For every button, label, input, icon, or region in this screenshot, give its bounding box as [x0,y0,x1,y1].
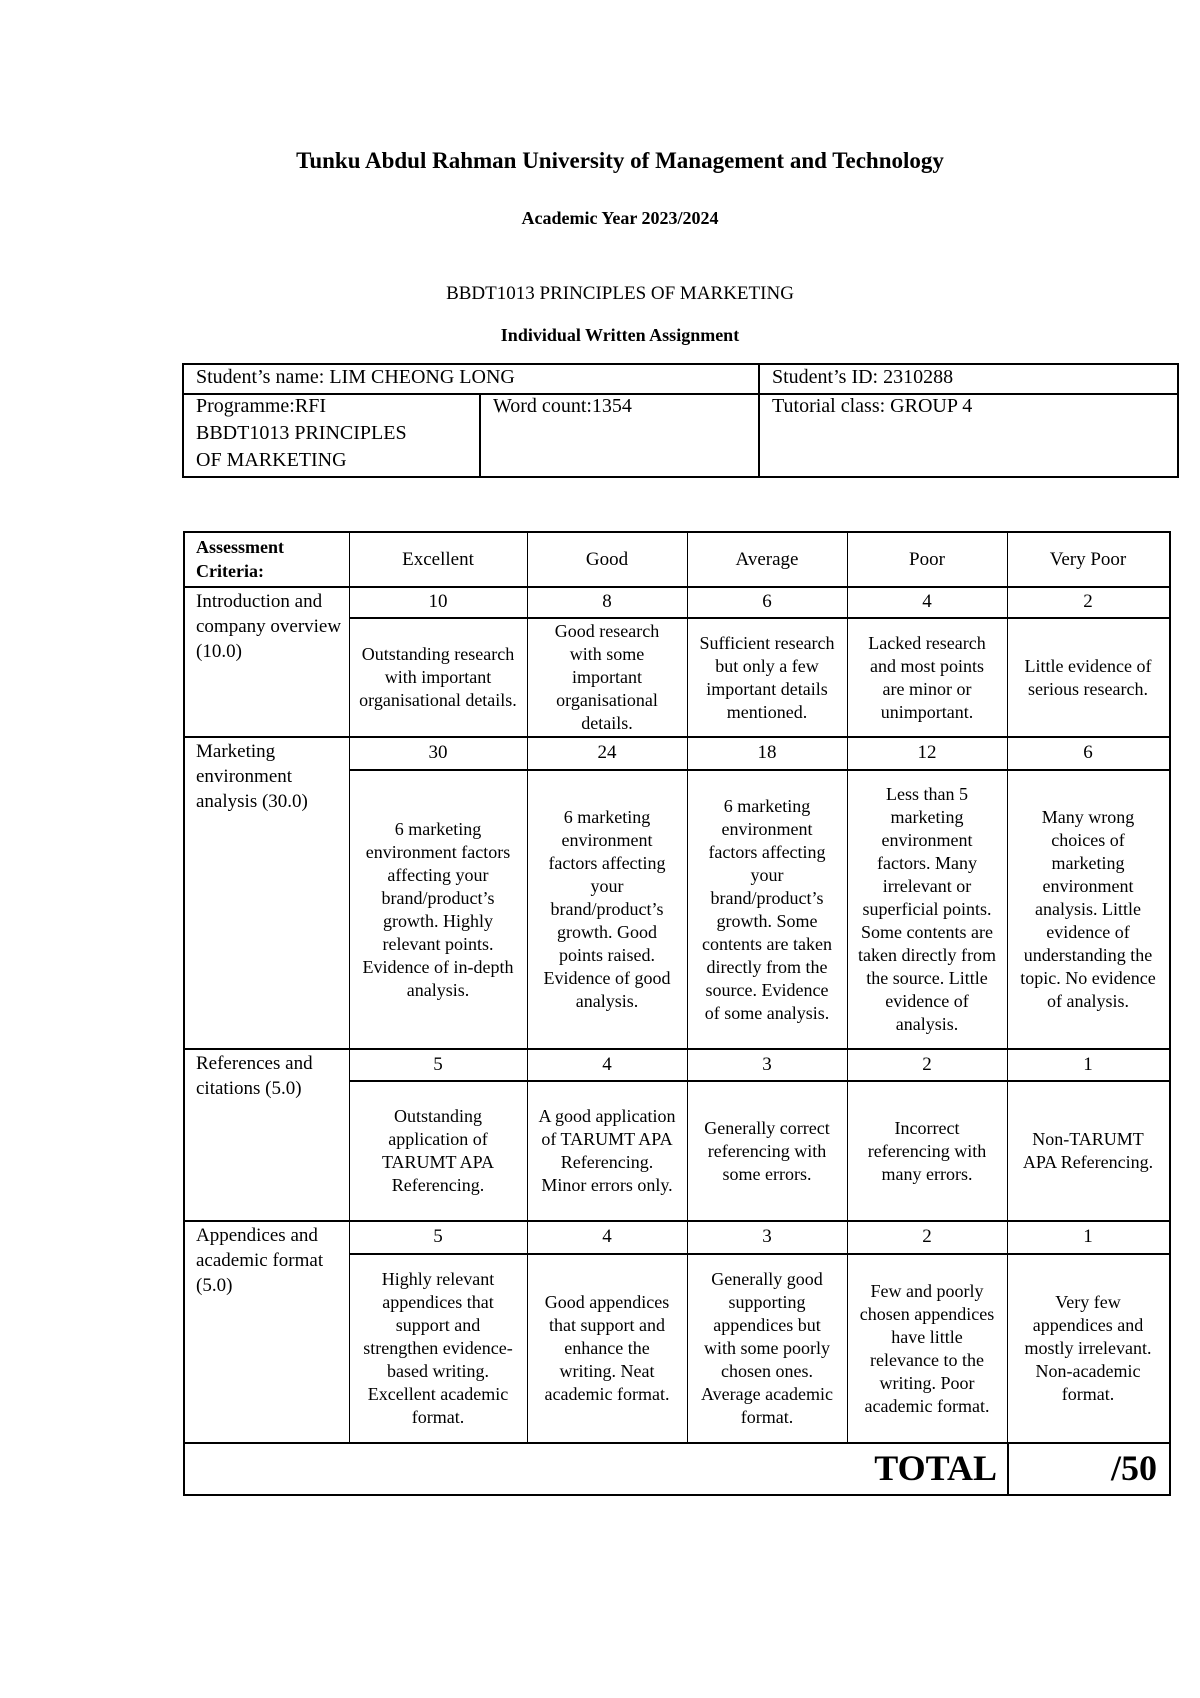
score-value: 30 [428,742,448,763]
programme [184,393,479,474]
student-name: Student’s name: LIM CHEONG LONG [196,366,515,388]
assignment-title: Individual Written Assignment [500,325,740,345]
descriptor: Good research with some important organisational details. [554,621,660,733]
divider [1007,1442,1009,1494]
criterion-name: Marketing environment analysis (30.0) [196,741,308,812]
criterion-name: Appendices and academic format (5.0) [196,1225,324,1296]
divider [185,1442,1169,1444]
score-value: 6 [762,591,772,612]
descriptor: Few and poorly chosen appendices have little relevance to the writing. Poor academic format. [859,1280,995,1416]
student-id: Student’s ID: 2310288 [772,366,954,388]
descriptor: Incorrect referencing with many errors. [867,1117,987,1184]
descriptor: Outstanding application of TARUMT APA Referencing. [381,1106,495,1195]
score-value: 5 [433,1053,443,1075]
score-value: 1 [1083,1226,1093,1247]
descriptor: Lacked research and most points are minor or unimportant. [868,632,986,722]
score-value: 2 [922,1226,932,1247]
total-label: TOTAL [874,1448,997,1488]
criteria-header: Assessment Criteria: [196,537,284,581]
university-title: Tunku Abdul Rahman University of Management and Technology [296,148,944,173]
descriptor: Good appendices that support and enhance the writing. Neat academic format. [544,1292,670,1404]
rubric-table [183,531,1171,1496]
score-value: 2 [922,1053,932,1075]
score-value: 4 [602,1226,612,1247]
descriptor: 6 marketing environment factors affecting your brand/product’s growth. Some contents are taken directly from the source. Evidence of some analysis. [702,795,832,1023]
descriptor: Very few appendices and mostly irrelevant. Non-academic format. [1024,1292,1152,1404]
descriptor: A good application of TARUMT APA Referencing. Minor errors only. [538,1106,676,1195]
descriptor: Less than 5 marketing environment factors. Many irrelevant or superficial points. Some contents are taken directly from the source. Little evidence of analysis. [858,784,996,1034]
descriptor: 6 marketing environment factors affecting your brand/product’s growth. Highly relevant points. Evidence of in-depth analysis. [362,818,514,1000]
score-value: 3 [762,1226,772,1247]
score-value: 24 [597,742,617,763]
criterion-name: References and citations (5.0) [196,1053,313,1099]
total-value: /50 [1110,1448,1157,1488]
descriptor: Many wrong choices of marketing environment analysis. Little evidence of understanding the topic. No evidence of analysis. [1020,807,1156,1011]
level-header: Good [585,549,629,570]
academic-year: Academic Year 2023/2024 [521,208,719,228]
descriptor: Generally good supporting appendices but with some poorly chosen ones. Average academic format. [700,1269,834,1427]
descriptor: 6 marketing environment factors affecting your brand/product’s growth. Good points raised. Evidence of good analysis. [543,807,671,1011]
student-info-table [182,363,1179,478]
descriptor: Sufficient research but only a few important details mentioned. [699,632,835,722]
score-value: 4 [922,591,932,612]
score-value: 6 [1083,742,1093,763]
score-value: 3 [762,1053,772,1075]
level-header: Poor [909,549,945,570]
course-title: BBDT1013 PRINCIPLES OF MARKETING [446,283,794,304]
tutorial-class: Tutorial class: GROUP 4 [772,395,973,417]
level-header: Excellent [402,549,474,570]
programme-line: BBDT1013 PRINCIPLES [196,422,407,444]
descriptor: Generally correct referencing with some errors. [704,1117,830,1184]
descriptor: Non-TARUMT APA Referencing. [1022,1129,1154,1172]
criterion-name: Introduction and company overview (10.0) [196,591,342,662]
score-value: 10 [428,591,448,612]
level-header: Average [735,549,799,570]
score-value: 4 [602,1053,612,1075]
score-value: 5 [433,1226,443,1247]
programme-line: OF MARKETING [196,449,347,471]
word-count: Word count:1354 [493,395,632,417]
score-value: 18 [757,742,777,763]
score-value: 2 [1083,591,1093,612]
score-value: 12 [917,742,937,763]
descriptor: Outstanding research with important organisational details. [359,644,517,710]
level-header: Very Poor [1049,549,1127,570]
descriptor: Highly relevant appendices that support and strengthen evidence-based writing. Excellent academic format. [363,1269,513,1427]
programme-line: Programme:RFI [196,395,326,417]
score-value: 8 [602,591,612,612]
descriptor: Little evidence of serious research. [1024,655,1152,699]
score-value: 1 [1083,1053,1093,1075]
